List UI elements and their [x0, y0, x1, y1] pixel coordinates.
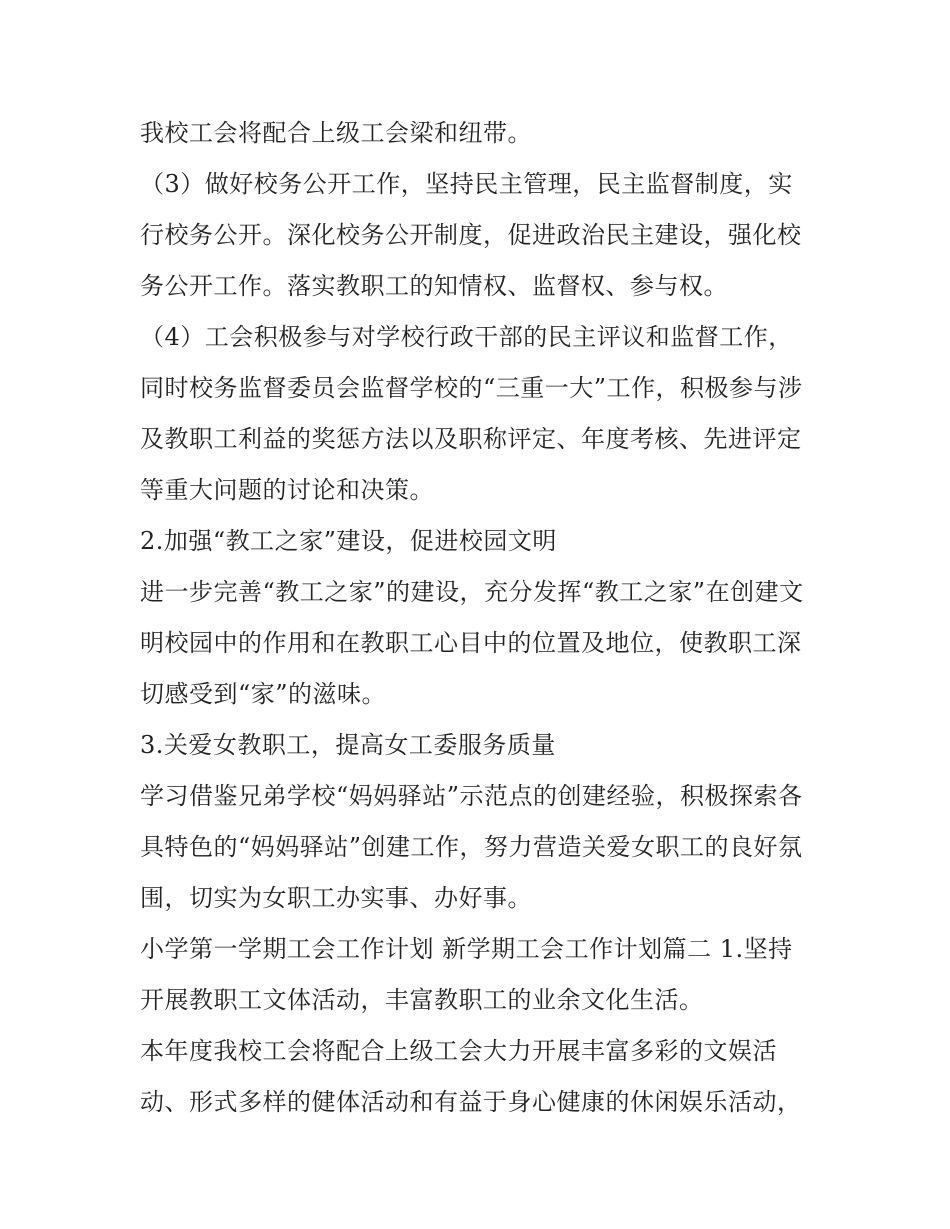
text-line: （3）做好校务公开工作，坚持民主管理，民主监督制度，实	[140, 170, 793, 198]
section-heading: 3.关爱女教职工，提高女工委服务质量	[140, 731, 556, 759]
text-line: 同时校务监督委员会监督学校的“三重一大”工作，积极参与涉	[140, 374, 803, 402]
text-line: 动、形式多样的健体活动和有益于身心健康的休闲娱乐活动，	[140, 1088, 802, 1116]
text-line: 开展教职工文体活动，丰富教职工的业余文化生活。	[140, 986, 704, 1014]
text-line: 务公开工作。落实教职工的知情权、监督权、参与权。	[140, 272, 728, 300]
text-line: 等重大问题的讨论和决策。	[140, 476, 434, 504]
text-line: 进一步完善“教工之家”的建设，充分发挥“教工之家”在创建文	[140, 578, 804, 606]
text-line: 我校工会将配合上级工会梁和纽带。	[140, 119, 532, 147]
text-line: 明校园中的作用和在教职工心目中的位置及地位，使教职工深	[140, 629, 802, 657]
text-line: 学习借鉴兄弟学校“妈妈驿站”示范点的创建经验，积极探索各	[140, 782, 803, 810]
text-line: 本年度我校工会将配合上级工会大力开展丰富多彩的文娱活	[140, 1037, 777, 1065]
text-line: 小学第一学期工会工作计划 新学期工会工作计划篇二 1.坚持	[140, 935, 793, 963]
text-line: 及教职工利益的奖惩方法以及职称评定、年度考核、先进评定	[140, 425, 802, 453]
document-body	[140, 108, 830, 1128]
text-line: 行校务公开。深化校务公开制度，促进政治民主建设，强化校	[140, 221, 802, 249]
text-line: 围，切实为女职工办实事、办好事。	[140, 884, 532, 912]
text-line: 具特色的“妈妈驿站”创建工作，努力营造关爱女职工的良好氛	[140, 833, 803, 861]
text-line: 切感受到“家”的滋味。	[140, 680, 387, 708]
section-heading: 2.加强“教工之家”建设，促进校园文明	[140, 527, 557, 555]
text-line: （4）工会积极参与对学校行政干部的民主评议和监督工作，	[140, 323, 793, 351]
